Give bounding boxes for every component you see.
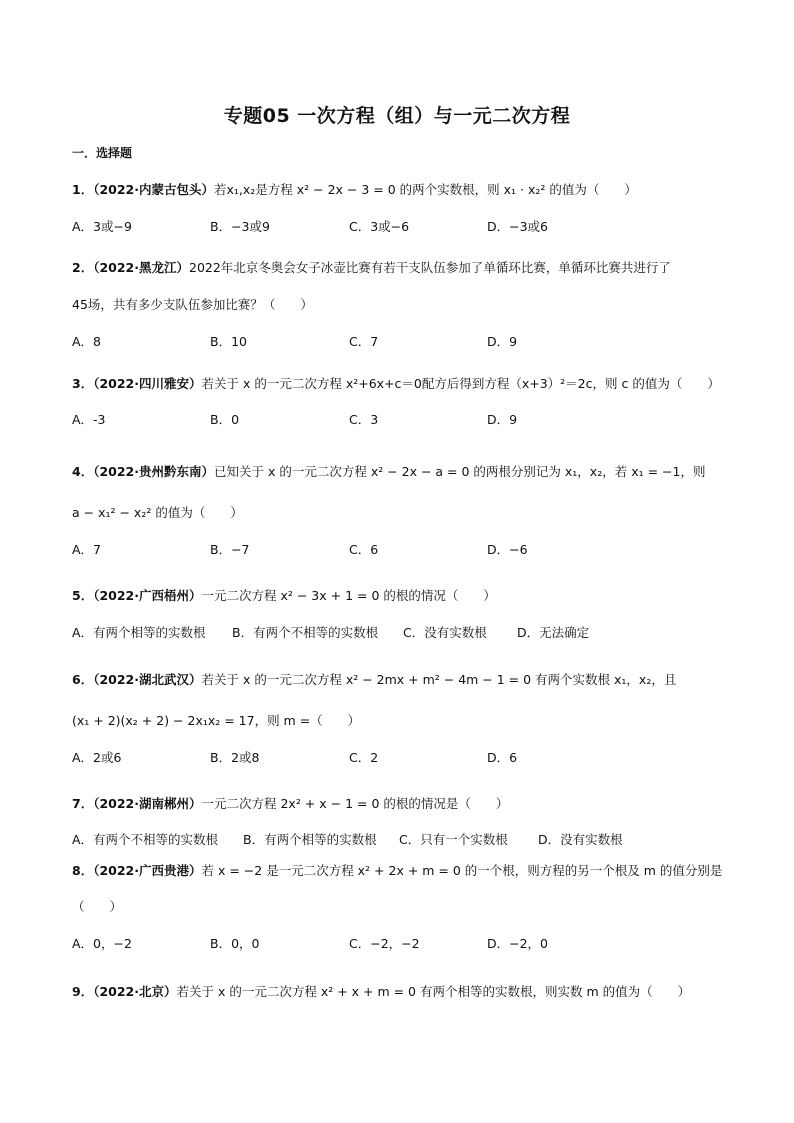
question-5 [72, 586, 496, 604]
section-heading: 一．选择题 [72, 146, 133, 160]
question-source: （2022·湖南郴州） [93, 796, 202, 811]
page-title: 专题05 一次方程（组）与一元二次方程 [223, 105, 571, 127]
question-text: 若x₁,x₂是方程 x² − 2x − 3 = 0 的两个实数根，则 x₁ · x₂² 的值为（ ） [214, 182, 637, 197]
option-d[interactable]: D．没有实数根 [538, 832, 623, 847]
question-9 [72, 982, 690, 1000]
option-c[interactable]: C．−2，−2 [349, 936, 420, 951]
question-text: 一元二次方程 x² − 3x + 1 = 0 的根的情况（ ） [201, 588, 496, 603]
option-c[interactable]: C．6 [349, 542, 379, 557]
question-text: 2022年北京冬奥会女子冰壶比赛有若干支队伍参加了单循环比赛，单循环比赛共进行了 [189, 260, 671, 275]
question-text: 若 x = −2 是一元二次方程 x² + 2x + m = 0 的一个根，则方程的另一个根及 m 的值分别是 [201, 863, 723, 878]
option-b[interactable]: B．10 [210, 334, 247, 349]
question-number: 7． [72, 796, 94, 811]
question-number: 6． [72, 672, 94, 687]
question-6-continued: (x₁ + 2)(x₂ + 2) − 2x₁x₂ = 17，则 m =（ ） [72, 713, 361, 728]
option-a[interactable]: A．8 [72, 334, 102, 349]
option-d[interactable]: D．−6 [487, 542, 528, 557]
question-number: 3． [72, 376, 94, 391]
option-c[interactable]: C．没有实数根 [403, 625, 487, 640]
question-source: （2022·北京） [93, 984, 177, 999]
question-4-continued: a − x₁² − x₂² 的值为（ ） [72, 505, 243, 520]
question-text: 若关于 x 的一元二次方程 x² − 2mx + m² − 4m − 1 = 0 有两个实数根 x₁，x₂，且 [201, 672, 677, 687]
option-b[interactable]: B．2或8 [210, 750, 260, 765]
question-number: 4． [72, 464, 94, 479]
option-a[interactable]: A．-3 [72, 412, 106, 427]
question-text: 若关于 x 的一元二次方程 x²+6x+c＝0配方后得到方程（x+3）²＝2c，则 c 的值为（ ） [201, 376, 720, 391]
option-a[interactable]: A．3或−9 [72, 219, 132, 234]
option-d[interactable]: D．9 [487, 412, 518, 427]
question-source: （2022·广西梧州） [93, 588, 202, 603]
option-a[interactable]: A．0，−2 [72, 936, 132, 951]
question-1 [72, 180, 637, 198]
question-6 [72, 670, 676, 688]
option-b[interactable]: B．−7 [210, 542, 250, 557]
question-number: 5． [72, 588, 94, 603]
question-source: （2022·湖北武汉） [93, 672, 202, 687]
question-7 [72, 794, 508, 812]
option-d[interactable]: D．−2，0 [487, 936, 549, 951]
option-c[interactable]: C．3或−6 [349, 219, 410, 234]
question-8 [72, 861, 722, 879]
question-source: （2022·黑龙江） [93, 260, 189, 275]
option-d[interactable]: D．6 [487, 750, 518, 765]
question-source: （2022·四川雅安） [93, 376, 202, 391]
question-number: 9． [72, 984, 94, 999]
option-b[interactable]: B．0，0 [210, 936, 260, 951]
question-source: （2022·贵州黔东南） [93, 464, 214, 479]
question-number: 2． [72, 260, 94, 275]
option-c[interactable]: C．3 [349, 412, 379, 427]
question-text: 若关于 x 的一元二次方程 x² + x + m = 0 有两个相等的实数根，则实数 m 的值为（ ） [176, 984, 691, 999]
question-4 [72, 462, 705, 480]
option-d[interactable]: D．无法确定 [517, 625, 590, 640]
option-c[interactable]: C．2 [349, 750, 379, 765]
option-c[interactable]: C．7 [349, 334, 379, 349]
option-a[interactable]: A．有两个不相等的实数根 [72, 832, 219, 847]
question-2-continued: 45场，共有多少支队伍参加比赛？（ ） [72, 297, 313, 312]
option-b[interactable]: B．−3或9 [210, 219, 270, 234]
option-a[interactable]: A．7 [72, 542, 102, 557]
question-source: （2022·广西贵港） [93, 863, 202, 878]
option-b[interactable]: B．有两个不相等的实数根 [232, 625, 379, 640]
question-8-continued: （ ） [72, 899, 123, 914]
option-b[interactable]: B．有两个相等的实数根 [243, 832, 377, 847]
option-c[interactable]: C．只有一个实数根 [399, 832, 508, 847]
option-d[interactable]: D．9 [487, 334, 518, 349]
question-3 [72, 374, 720, 392]
question-text: 一元二次方程 2x² + x − 1 = 0 的根的情况是（ ） [201, 796, 509, 811]
question-number: 8． [72, 863, 94, 878]
question-2 [72, 258, 671, 276]
option-b[interactable]: B．0 [210, 412, 240, 427]
question-source: （2022·内蒙古包头） [93, 182, 214, 197]
question-number: 1． [72, 182, 94, 197]
option-d[interactable]: D．−3或6 [487, 219, 549, 234]
option-a[interactable]: A．有两个相等的实数根 [72, 625, 206, 640]
option-a[interactable]: A．2或6 [72, 750, 122, 765]
question-text: 已知关于 x 的一元二次方程 x² − 2x − a = 0 的两根分别记为 x₁，x₂，若 x₁ = −1，则 [214, 464, 706, 479]
